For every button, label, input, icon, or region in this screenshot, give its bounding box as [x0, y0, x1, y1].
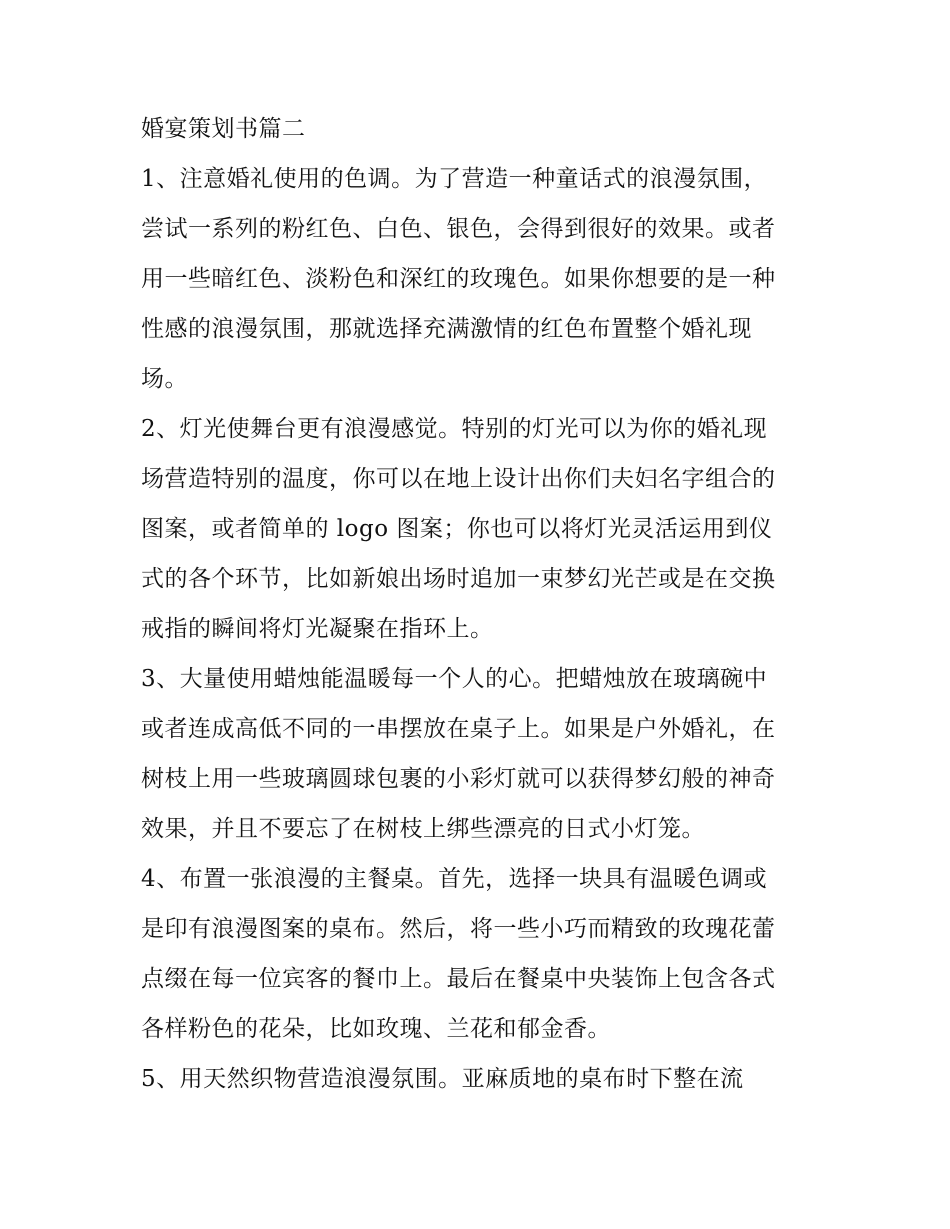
paragraph-2 [141, 404, 821, 654]
paragraph-line: 点缀在每一位宾客的餐巾上。最后在餐桌中央装饰上包含各式 [141, 966, 776, 992]
paragraph-line: 是印有浪漫图案的桌布。然后，将一些小巧而精致的玫瑰花蕾 [141, 916, 776, 942]
paragraph-3 [141, 654, 821, 854]
paragraph-line: 式的各个环节，比如新娘出场时追加一束梦幻光芒或是在交换 [141, 566, 776, 592]
paragraph-line: 图案，或者简单的 logo 图案；你也可以将灯光灵活运用到仪 [141, 516, 773, 542]
paragraph-line: 各样粉色的花朵，比如玫瑰、兰花和郁金香。 [141, 1016, 611, 1042]
paragraph-line: 1、注意婚礼使用的色调。为了营造一种童话式的浪漫氛围， [141, 166, 768, 192]
paragraph-line: 场。 [141, 366, 188, 392]
paragraph-line: 尝试一系列的粉红色、白色、银色，会得到很好的效果。或者 [141, 216, 776, 242]
paragraph-line: 5、用天然织物营造浪漫氛围。亚麻质地的桌布时下整在流 [141, 1066, 744, 1092]
paragraph-line: 2、灯光使舞台更有浪漫感觉。特别的灯光可以为你的婚礼现 [141, 416, 768, 442]
paragraph-line: 效果，并且不要忘了在树枝上绑些漂亮的日式小灯笼。 [141, 816, 705, 842]
paragraph-line: 性感的浪漫氛围，那就选择充满激情的红色布置整个婚礼现 [141, 316, 752, 342]
paragraph-line: 场营造特别的温度，你可以在地上设计出你们夫妇名字组合的 [141, 466, 776, 492]
paragraph-line: 3、大量使用蜡烛能温暖每一个人的心。把蜡烛放在玻璃碗中 [141, 666, 768, 692]
title-line: 婚宴策划书篇二 [141, 116, 306, 142]
paragraph-1 [141, 154, 821, 404]
paragraph-4 [141, 854, 821, 1054]
paragraph-line: 用一些暗红色、淡粉色和深红的玫瑰色。如果你想要的是一种 [141, 266, 776, 292]
paragraph-line: 或者连成高低不同的一串摆放在桌子上。如果是户外婚礼，在 [141, 716, 776, 742]
paragraph-line: 戒指的瞬间将灯光凝聚在指环上。 [141, 616, 494, 642]
document-body [141, 104, 821, 1104]
paragraph-line: 4、布置一张浪漫的主餐桌。首先，选择一块具有温暖色调或 [141, 866, 768, 892]
document-title [141, 104, 821, 154]
paragraph-5 [141, 1054, 821, 1104]
paragraph-line: 树枝上用一些玻璃圆球包裹的小彩灯就可以获得梦幻般的神奇 [141, 766, 776, 792]
